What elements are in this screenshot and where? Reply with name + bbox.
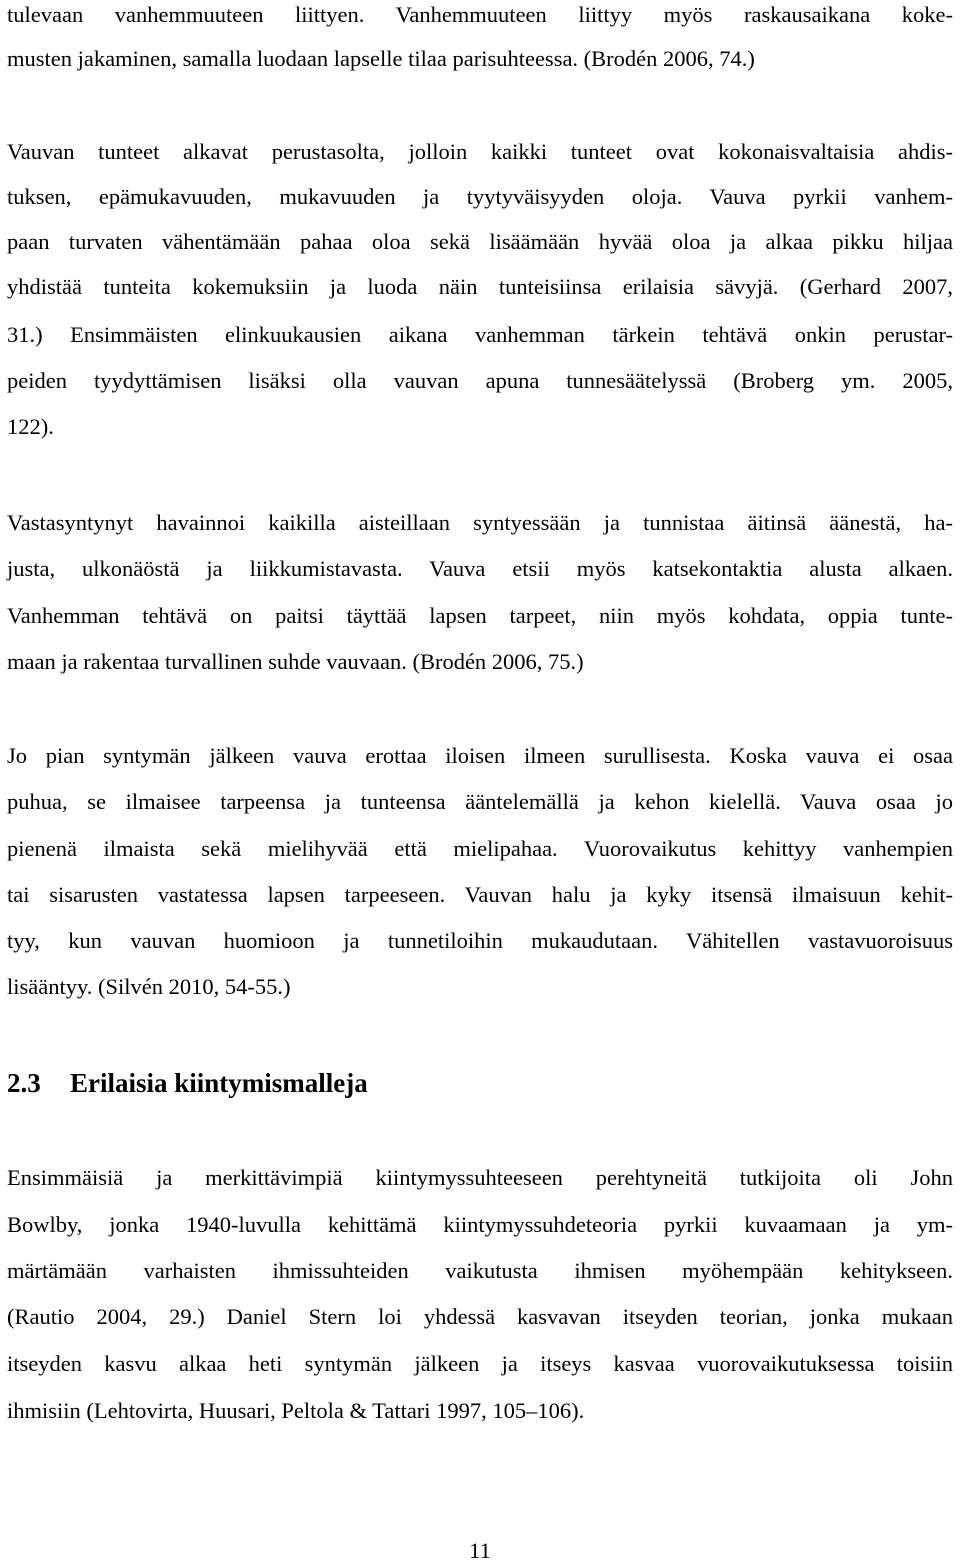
text-line: märtämään varhaisten ihmissuhteiden vaikutusta ihmisen myöhempään kehitykseen. [7, 1258, 953, 1283]
section-number: 2.3 [7, 1068, 41, 1098]
text-line: Jo pian syntymän jälkeen vauva erottaa iloisen ilmeen surullisesta. Koska vauva ei osaa [7, 743, 953, 768]
text-line: puhua, se ilmaisee tarpeensa ja tunteensa ääntelemällä ja kehon kielellä. Vauva osaa jo [7, 789, 953, 814]
text-line: Ensimmäisiä ja merkittävimpiä kiintymyssuhteeseen perehtyneitä tutkijoita oli John [7, 1165, 953, 1190]
section-title: Erilaisia kiintymismalleja [70, 1068, 368, 1098]
text-line: 122). [7, 414, 54, 439]
text-line: pienenä ilmaista sekä mielihyvää että mielipahaa. Vuorovaikutus kehittyy vanhempien [7, 836, 953, 861]
text-line: tuksen, epämukavuuden, mukavuuden ja tyytyväisyyden oloja. Vauva pyrkii vanhem- [7, 184, 953, 209]
text-line: (Rautio 2004, 29.) Daniel Stern loi yhdessä kasvavan itseyden teorian, jonka mukaan [7, 1304, 953, 1329]
text-line: musten jakaminen, samalla luodaan lapselle tilaa parisuhteessa. (Brodén 2006, 74.) [7, 46, 755, 71]
text-line: Vauvan tunteet alkavat perustasolta, jolloin kaikki tunteet ovat kokonaisvaltaisia ahdis- [7, 139, 953, 164]
text-line: tulevaan vanhemmuuteen liittyen. Vanhemmuuteen liittyy myös raskausaikana koke- [7, 2, 953, 27]
page-number: 11 [469, 1538, 491, 1563]
text-line: maan ja rakentaa turvallinen suhde vauvaan. (Brodén 2006, 75.) [7, 649, 584, 674]
text-line: Vanhemman tehtävä on paitsi täyttää lapsen tarpeet, niin myös kohdata, oppia tunte- [7, 603, 953, 628]
text-line: lisääntyy. (Silvén 2010, 54-55.) [7, 974, 291, 999]
text-line: Bowlby, jonka 1940-luvulla kehittämä kiintymyssuhdeteoria pyrkii kuvaamaan ja ym- [7, 1212, 953, 1237]
text-line: tyy, kun vauvan huomioon ja tunnetiloihin mukaudutaan. Vähitellen vastavuoroisuus [7, 928, 953, 953]
text-line: justa, ulkonäöstä ja liikkumistavasta. Vauva etsii myös katsekontaktia alusta alkaen. [7, 556, 953, 581]
section-heading [7, 1063, 368, 1103]
text-line: peiden tyydyttämisen lisäksi olla vauvan apuna tunnesäätelyssä (Broberg ym. 2005, [7, 368, 953, 393]
text-line: tai sisarusten vastatessa lapsen tarpeeseen. Vauvan halu ja kyky itsensä ilmaisuun kehit- [7, 882, 953, 907]
text-line: ihmisiin (Lehtovirta, Huusari, Peltola & Tattari 1997, 105–106). [7, 1398, 585, 1423]
text-line: 31.) Ensimmäisten elinkuukausien aikana vanhemman tärkein tehtävä onkin perustar- [7, 322, 953, 347]
text-line: paan turvaten vähentämään pahaa oloa sekä lisäämään hyvää oloa ja alkaa pikku hiljaa [7, 229, 953, 254]
text-line: yhdistää tunteita kokemuksiin ja luoda näin tunteisiinsa erilaisia sävyjä. (Gerhard 2007, [7, 274, 953, 299]
text-line: Vastasyntynyt havainnoi kaikilla aisteillaan syntyessään ja tunnistaa äitinsä äänestä, ha- [7, 510, 953, 535]
text-line: itseyden kasvu alkaa heti syntymän jälkeen ja itseys kasvaa vuorovaikutuksessa toisiin [7, 1351, 953, 1376]
